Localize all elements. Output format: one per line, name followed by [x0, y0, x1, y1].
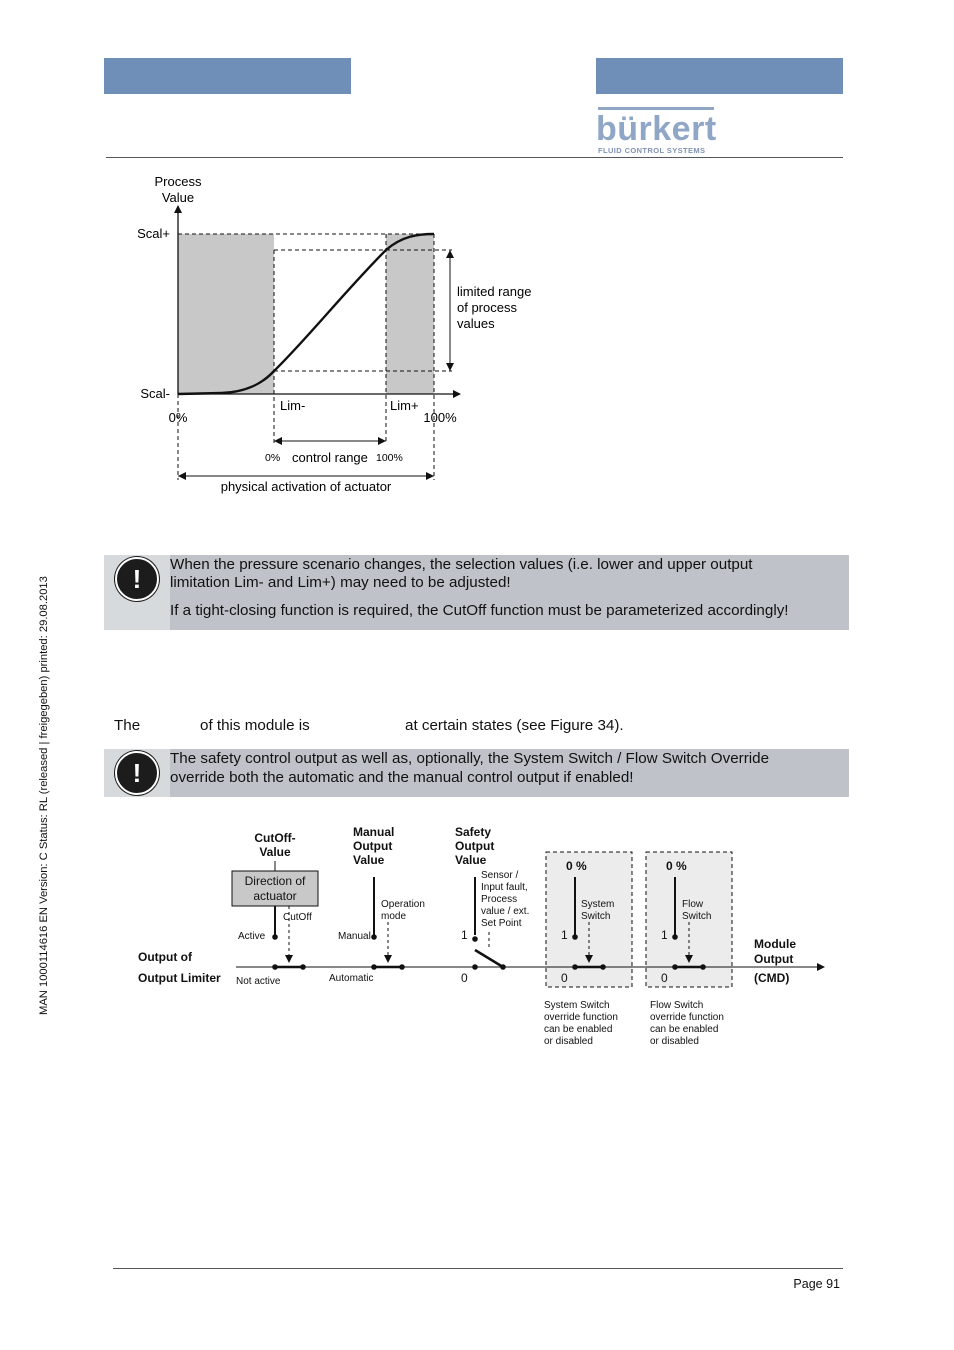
manual-value-label-2: Output — [353, 839, 393, 853]
cutoff-value-label-1: CutOff- — [254, 831, 296, 845]
lim-minus-label: Lim- — [280, 398, 306, 413]
system-zero: 0 — [561, 971, 568, 985]
exclamation-icon: ! — [115, 557, 159, 601]
note2-line2: override both the automatic and the manual control output if enabled! — [170, 769, 634, 786]
body-word-1: The — [114, 717, 141, 734]
limited-range-label-1: limited range — [457, 284, 532, 299]
system-note-1: System Switch — [544, 1000, 610, 1011]
system-one: 1 — [561, 928, 568, 942]
not-active-label: Not active — [236, 976, 281, 987]
lim-plus-label: Lim+ — [390, 398, 419, 413]
flow-note-2: override function — [650, 1012, 724, 1023]
safety-value-label-1: Safety — [455, 825, 492, 839]
note-icon-cell — [104, 555, 170, 630]
brand-logo: bürkert — [596, 110, 717, 148]
limiter-diagram — [0, 165, 954, 505]
system-note-4: or disabled — [544, 1036, 593, 1047]
flow-note-1: Flow Switch — [650, 1000, 704, 1011]
operation-mode-label-1: Operation — [381, 899, 425, 910]
module-output-label-2: Output — [754, 952, 794, 966]
system-zero-pct: 0 % — [566, 859, 587, 873]
flow-switch-label-1: Flow — [682, 899, 704, 910]
output-switching-diagram — [0, 815, 954, 1055]
system-note-2: override function — [544, 1012, 618, 1023]
note1-line3: If a tight-closing function is required, the CutOff function must be parameterized accordingly! — [170, 602, 789, 619]
flow-switch-label-2: Switch — [682, 911, 712, 922]
flow-note-3: can be enabled — [650, 1024, 719, 1035]
document-status-text: MAN 1000114616 EN Version: C Status: RL (released | freigegeben) printed: 29.08.2013 — [38, 576, 50, 1015]
output-limiter-label: Output Limiter — [138, 971, 221, 985]
body-word-3: at certain states (see Figure 34). — [405, 717, 624, 734]
control-range-zero: 0% — [265, 452, 281, 464]
system-switch-label-1: System — [581, 899, 615, 910]
direction-label-2: actuator — [253, 889, 297, 903]
limited-range-label-2: of process — [457, 300, 517, 315]
note2-line1: The safety control output as well as, optionally, the System Switch / Flow Switch Override — [170, 750, 770, 767]
header-bar-right — [596, 58, 843, 94]
system-note-3: can be enabled — [544, 1024, 613, 1035]
warning-note-1 — [104, 555, 849, 630]
lower-limit-region — [178, 234, 274, 394]
flow-zero: 0 — [661, 971, 668, 985]
physical-activation-label: physical activation of actuator — [220, 479, 392, 494]
control-range-label: control range — [292, 450, 368, 465]
scal-minus-label: Scal- — [140, 386, 170, 401]
x-zero-label: 0% — [168, 410, 188, 425]
flow-zero-pct: 0 % — [666, 859, 687, 873]
x-hundred-label: 100% — [423, 410, 457, 425]
cutoff-value-label-2: Value — [259, 845, 291, 859]
scal-plus-label: Scal+ — [137, 226, 170, 241]
manual-value-label-3: Value — [353, 853, 385, 867]
sensor-label-4: value / ext. — [481, 906, 530, 917]
sensor-label-2: Input fault, — [481, 882, 528, 893]
exclamation-icon: ! — [115, 751, 159, 795]
sensor-label-3: Process — [481, 894, 518, 905]
note1-line1: When the pressure scenario changes, the selection values (i.e. lower and upper output — [170, 556, 753, 573]
warning-note-2 — [104, 749, 849, 797]
cutoff-small-label: CutOff — [283, 912, 312, 923]
operation-mode-label-2: mode — [381, 911, 407, 922]
output-of-label: Output of — [138, 950, 192, 964]
safety-value-label-2: Output — [455, 839, 495, 853]
y-axis-label-1: Process — [154, 174, 202, 189]
flow-note-4: or disabled — [650, 1036, 699, 1047]
control-range-hundred: 100% — [376, 452, 403, 464]
body-word-2: of this module is — [200, 717, 310, 734]
brand-tagline: FLUID CONTROL SYSTEMS — [598, 146, 706, 155]
manual-value-label-1: Manual — [353, 825, 395, 839]
system-switch-label-2: Switch — [581, 911, 611, 922]
note-icon-cell — [104, 749, 170, 797]
sensor-label-1: Sensor / — [481, 870, 519, 881]
manual-label: Manual — [338, 931, 371, 942]
automatic-label: Automatic — [329, 973, 374, 984]
y-axis-label-2: Value — [161, 190, 195, 205]
note1-line2: limitation Lim- and Lim+) may need to be adjusted! — [170, 574, 511, 591]
sensor-label-5: Set Point — [481, 918, 522, 929]
safety-zero: 0 — [461, 971, 468, 985]
safety-value-label-3: Value — [455, 853, 487, 867]
direction-label-1: Direction of — [244, 874, 306, 888]
limited-range-label-3: values — [457, 316, 495, 331]
safety-one: 1 — [461, 928, 468, 942]
footer-rule — [113, 1268, 843, 1269]
flow-one: 1 — [661, 928, 668, 942]
module-output-label-3: (CMD) — [754, 971, 790, 985]
header-rule — [106, 157, 843, 158]
header-bar-left — [104, 58, 351, 94]
page-number: Page 91 — [793, 1277, 840, 1291]
active-label: Active — [238, 931, 266, 942]
module-output-label-1: Module — [754, 937, 796, 951]
upper-limit-region — [386, 234, 434, 394]
